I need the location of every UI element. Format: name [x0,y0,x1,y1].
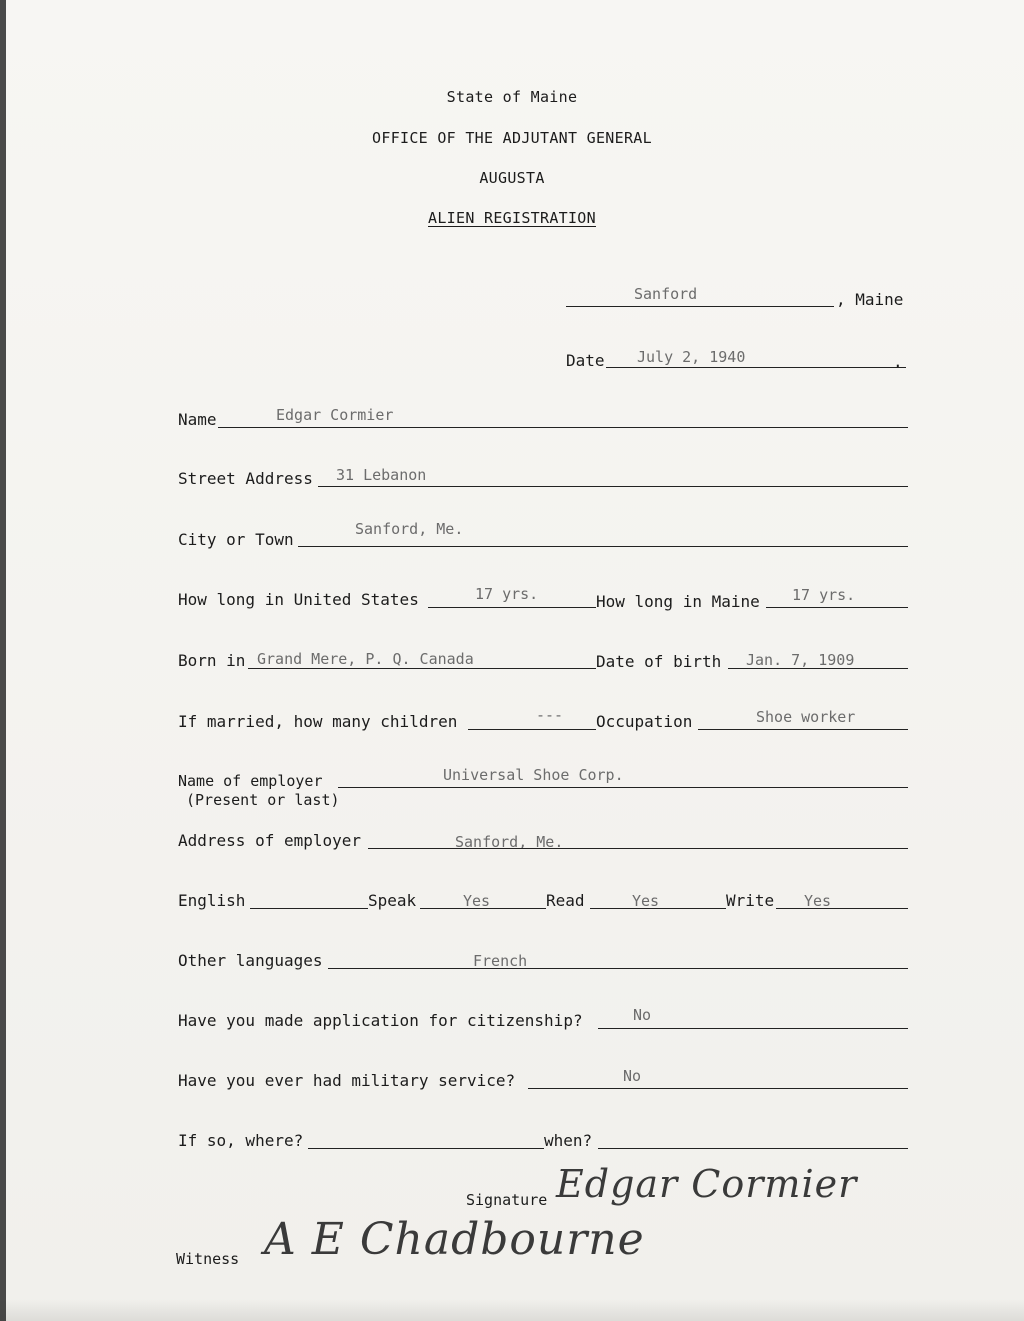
date-end: . [893,352,903,371]
children-line [468,729,596,730]
name-label: Name [178,410,217,429]
birth-date-label: Date of birth [596,652,722,671]
when-line [598,1148,908,1149]
born-in-line [248,668,596,669]
scan-edge-bottom [0,1299,1024,1321]
english-write-label: Write [726,891,775,910]
name-value: Edgar Cormier [276,406,394,424]
occupation-value: Shoe worker [756,708,856,726]
street-label: Street Address [178,469,313,488]
street-line [318,486,908,487]
children-label: If married, how many children [178,712,458,731]
witness-label: Witness [176,1250,240,1268]
when-label: when? [544,1131,593,1150]
name-line [218,427,908,428]
birth-date-line [728,668,908,669]
form-title: ALIEN REGISTRATION [428,209,596,227]
us-years-value: 17 yrs. [475,585,539,603]
occupation-line [698,729,908,730]
witness-handwriting: A E Chadbourne [264,1214,645,1265]
date-label: Date [566,351,605,370]
english-read-value: Yes [632,892,660,910]
employer-value: Universal Shoe Corp. [443,766,624,784]
maine-years-line [766,607,908,608]
employer-address-line [368,848,908,849]
place-state-label: , Maine [836,290,904,309]
maine-years-value: 17 yrs. [792,586,856,604]
street-value: 31 Lebanon [336,466,427,484]
other-languages-label: Other languages [178,951,323,970]
citizenship-label: Have you made application for citizenship? [178,1011,583,1030]
english-label: English [178,891,246,910]
citizenship-value: No [633,1006,652,1024]
english-read-line [590,908,726,909]
maine-years-label: How long in Maine [596,592,760,611]
us-years-label: How long in United States [178,590,419,609]
english-write-line [776,908,908,909]
us-years-line [428,607,596,608]
place-town-line [566,306,834,307]
signature-handwriting: Edgar Cormier [556,1162,858,1206]
employer-line [338,787,908,788]
city-value: Sanford, Me. [355,520,464,538]
employer-address-value: Sanford, Me. [455,833,564,851]
military-value: No [623,1067,642,1085]
military-label: Have you ever had military service? [178,1071,516,1090]
birth-date-value: Jan. 7, 1909 [746,651,855,669]
header-office: OFFICE OF THE ADJUTANT GENERAL [372,129,652,147]
english-line [250,908,368,909]
english-speak-label: Speak [368,891,417,910]
born-in-value: Grand Mere, P. Q. Canada [257,650,474,668]
scan-edge-left [0,0,6,1321]
employer-address-label: Address of employer [178,831,362,850]
occupation-label: Occupation [596,712,693,731]
other-languages-value: French [473,952,528,970]
where-label: If so, where? [178,1131,304,1150]
english-write-value: Yes [804,892,832,910]
date-value: July 2, 1940 [637,348,746,366]
other-languages-line [328,968,908,969]
where-line [308,1148,544,1149]
english-read-label: Read [546,891,585,910]
born-in-label: Born in [178,651,246,670]
date-line [606,367,906,368]
employer-label: Name of employer [178,772,323,790]
children-value: --- [536,706,564,724]
place-town-value: Sanford [634,285,698,303]
header-city: AUGUSTA [479,169,545,187]
employer-sublabel: (Present or last) [186,791,340,809]
english-speak-line [420,908,546,909]
city-line [298,546,908,547]
signature-label: Signature [466,1191,548,1209]
military-line [528,1088,908,1089]
header-state: State of Maine [446,88,578,106]
city-label: City or Town [178,530,294,549]
citizenship-line [598,1028,908,1029]
english-speak-value: Yes [463,892,491,910]
